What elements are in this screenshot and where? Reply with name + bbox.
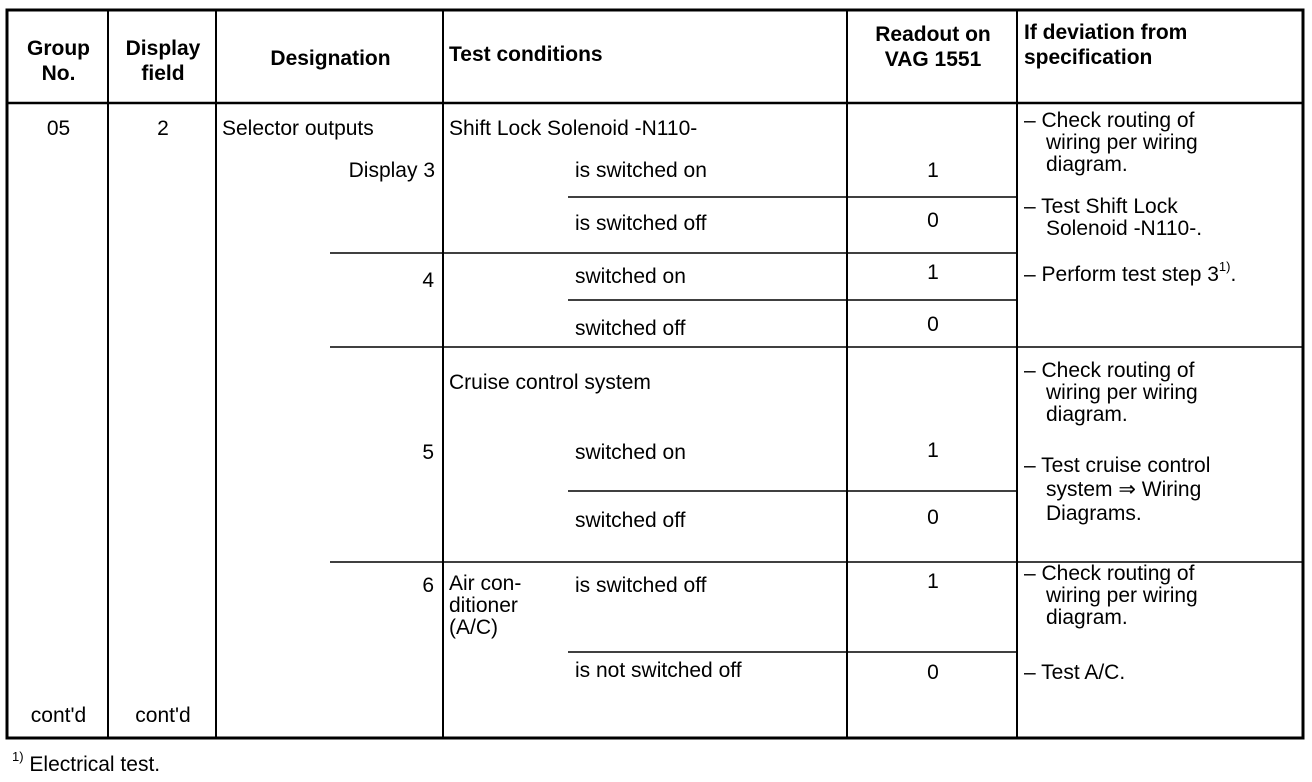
designation-text: Selector outputs (222, 117, 374, 140)
display-number: 6 (422, 574, 434, 597)
deviation-step: – Check routing of wiring per wiring diagram. (1024, 109, 1198, 176)
display-number: 4 (422, 269, 434, 292)
component-cruise: Cruise control system (449, 371, 651, 394)
display-field-number: 2 (157, 117, 169, 140)
deviation-step: – Check routing of wiring per wiring diagram. (1024, 562, 1198, 629)
readout-value: 1 (927, 570, 939, 593)
deviation-step: – Test A/C. (1024, 661, 1126, 684)
condition-text: is switched off (575, 212, 707, 235)
header-test-conditions: Test conditions (449, 43, 603, 66)
header-designation: Designation (270, 47, 391, 70)
condition-text: is switched off (575, 574, 707, 597)
deviation-step: – Check routing of wiring per wiring diagram. (1024, 359, 1198, 426)
condition-text: switched on (575, 441, 686, 464)
display-label: Display 3 (348, 159, 435, 182)
readout-value: 0 (927, 209, 939, 232)
condition-text: switched off (575, 317, 686, 340)
contd-label: cont'd (30, 704, 87, 727)
condition-text: switched on (575, 265, 686, 288)
readout-value: 0 (927, 313, 939, 336)
condition-text: is not switched off (575, 659, 742, 682)
display-number: 5 (422, 441, 434, 464)
group-number: 05 (46, 117, 71, 140)
readout-value: 0 (927, 506, 939, 529)
readout-value: 0 (927, 661, 939, 684)
deviation-step: – Test cruise control system ⇒ Wiring Diagrams. (1024, 454, 1211, 525)
header-display-field: Display field (125, 37, 201, 85)
component-shift-lock: Shift Lock Solenoid -N110- (449, 117, 698, 140)
contd-label: cont'd (135, 704, 191, 727)
component-ac: Air con- ditioner (A/C) (449, 572, 522, 639)
condition-text: switched off (575, 509, 686, 532)
header-group: Group No. (27, 37, 90, 85)
condition-text: is switched on (575, 159, 707, 182)
deviation-step: – Perform test step 3$^{1)}$. (1024, 259, 1237, 286)
readout-value: 1 (927, 159, 939, 182)
header-deviation: If deviation from specification (1024, 21, 1188, 69)
readout-value: 1 (927, 261, 939, 284)
readout-value: 1 (927, 439, 939, 462)
deviation-step: – Test Shift Lock Solenoid -N110-. (1024, 195, 1203, 240)
footnote: $^{1)}$ Electrical test. (12, 749, 161, 776)
header-readout: Readout on VAG 1551 (875, 23, 991, 71)
